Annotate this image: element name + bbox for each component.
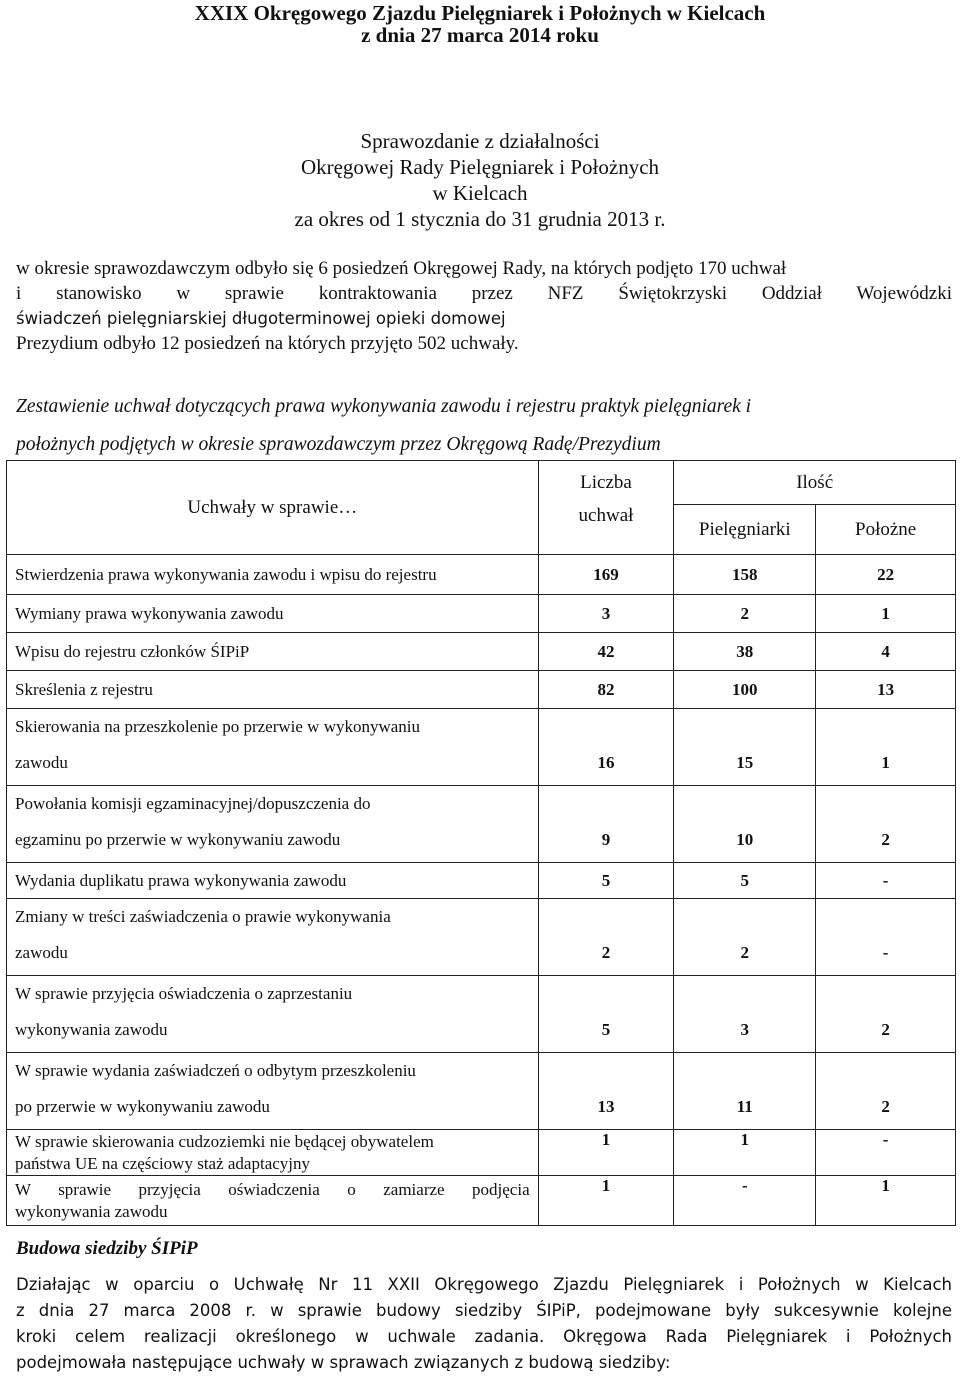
row-subject-line: Wpisu do rejestru członków ŚIPiP — [15, 641, 250, 661]
row-nurses-value: 3 — [740, 1020, 750, 1039]
table-row — [7, 555, 956, 595]
row-subject — [7, 899, 539, 976]
row-subject-line: po przerwie w wykonywaniu zawodu — [15, 1097, 270, 1116]
intro-line-4: Prezydium odbyło 12 posiedzeń na których przyjęto 502 uchwały. — [16, 333, 519, 354]
row-count: 169 — [538, 555, 674, 595]
row-subject-line: zawodu — [15, 753, 68, 772]
table-row — [7, 899, 956, 976]
row-subject-line: Wydania duplikatu prawa wykonywania zawodu — [15, 870, 347, 890]
row-count-value: 5 — [601, 1020, 611, 1039]
row-subject-line: wykonywania zawodu — [15, 1201, 168, 1221]
row-subject-line: Zmiany w treści zaświadczenia o prawie wykonywania — [15, 907, 391, 926]
row-nurses: 38 — [674, 633, 816, 671]
row-midwives — [816, 786, 956, 863]
row-nurses — [674, 976, 816, 1053]
row-subject — [7, 1053, 539, 1130]
table-row — [7, 671, 956, 709]
header-midwives: Położne — [816, 505, 956, 555]
row-nurses: 158 — [674, 555, 816, 595]
row-midwives: 1 — [816, 595, 956, 633]
row-nurses — [674, 1053, 816, 1130]
row-subject — [7, 786, 539, 863]
row-count — [538, 899, 674, 976]
row-midwives — [816, 709, 956, 786]
row-count: 3 — [538, 595, 674, 633]
header-subject: Uchwały w sprawie… — [7, 461, 539, 555]
row-nurses: 100 — [674, 671, 816, 709]
table-row — [7, 976, 956, 1053]
row-nurses-value: 10 — [736, 830, 754, 849]
row-count — [538, 976, 674, 1053]
row-subject-line: egzaminu po przerwie w wykonywaniu zawodu — [15, 830, 341, 849]
summary-heading — [16, 388, 952, 464]
table-row — [7, 1130, 956, 1176]
row-nurses-value: 15 — [736, 753, 754, 772]
row-subject — [7, 555, 539, 595]
row-midwives: 4 — [816, 633, 956, 671]
row-subject-line: W sprawie przyjęcia oświadczenia o zamiarze podjęcia — [15, 1179, 530, 1199]
row-count-value: 2 — [601, 943, 611, 962]
table-row — [7, 786, 956, 863]
intro-line-2: i stanowisko w sprawie kontraktowania przez NFZ Świętokrzyski Oddział Wojewódzki — [16, 283, 952, 304]
row-subject-line: Skierowania na przeszkolenie po przerwie w wykonywaniu — [15, 717, 421, 736]
row-count-value: 9 — [601, 830, 611, 849]
summary-line-2: położnych podjętych w okresie sprawozdawczym przez Okręgową Radę/Prezydium — [16, 434, 661, 455]
row-midwives: - — [816, 1130, 956, 1176]
row-count: 1 — [538, 1176, 674, 1226]
row-count: 5 — [538, 863, 674, 899]
row-nurses: 2 — [674, 595, 816, 633]
report-title-line-2: Okręgowej Rady Pielęgniarek i Położnych — [300, 155, 660, 179]
row-nurses: 1 — [674, 1130, 816, 1176]
row-midwives: - — [816, 863, 956, 899]
row-subject — [7, 595, 539, 633]
table-row — [7, 1053, 956, 1130]
congress-title: XXIX Okręgowego Zjazdu Pielęgniarek i Położnych w Kielcach — [194, 1, 766, 25]
row-subject — [7, 1130, 539, 1176]
row-nurses — [674, 786, 816, 863]
row-nurses-value: 2 — [740, 943, 750, 962]
row-midwives — [816, 899, 956, 976]
row-nurses — [674, 899, 816, 976]
row-subject-line: Stwierdzenia prawa wykonywania zawodu i wpisu do rejestru — [15, 564, 437, 584]
row-subject — [7, 633, 539, 671]
row-nurses: 5 — [674, 863, 816, 899]
row-subject — [7, 709, 539, 786]
row-midwives: 1 — [816, 1176, 956, 1226]
row-subject-line: państwa UE na częściowy staż adaptacyjny — [15, 1153, 311, 1173]
row-midwives: 22 — [816, 555, 956, 595]
building-line-3: kroki celem realizacji określonego w uchwale zadania. Okręgowa Rada Pielęgniarek i Położnych — [16, 1327, 952, 1346]
row-midwives-value: 1 — [881, 753, 890, 772]
row-subject-line: W sprawie przyjęcia oświadczenia o zaprzestaniu — [15, 984, 353, 1003]
congress-date: z dnia 27 marca 2014 roku — [361, 23, 599, 47]
row-subject — [7, 976, 539, 1053]
row-subject — [7, 1176, 539, 1226]
row-count: 1 — [538, 1130, 674, 1176]
row-count — [538, 709, 674, 786]
report-title-line-3: w Kielcach — [432, 181, 528, 205]
report-title — [0, 128, 960, 232]
row-nurses: - — [674, 1176, 816, 1226]
table-row — [7, 1176, 956, 1226]
row-subject-line: wykonywania zawodu — [15, 1020, 168, 1039]
row-count-value: 16 — [597, 753, 615, 772]
report-title-line-4: za okres od 1 stycznia do 31 grudnia 2013 r. — [294, 207, 666, 231]
row-count — [538, 786, 674, 863]
row-midwives-value: 2 — [881, 1020, 890, 1039]
row-midwives: 13 — [816, 671, 956, 709]
row-subject-line: W sprawie wydania zaświadczeń o odbytym przeszkoleniu — [15, 1061, 416, 1080]
building-line-2: z dnia 27 marca 2008 r. w sprawie budowy siedziby ŚIPiP, podejmowane były sukcesywnie kolejne — [16, 1301, 952, 1320]
row-subject-line: Powołania komisji egzaminacyjnej/dopuszczenia do — [15, 794, 371, 813]
building-line-1: Działając w oparciu o Uchwałę Nr 11 XXII Okręgowego Zjazdu Pielęgniarek i Położnych w Kielcach — [16, 1275, 952, 1294]
summary-line-1: Zestawienie uchwał dotyczących prawa wykonywania zawodu i rejestru praktyk pielęgniarek i — [16, 396, 752, 417]
row-subject-line: Wymiany prawa wykonywania zawodu — [15, 603, 284, 623]
row-count: 82 — [538, 671, 674, 709]
table-row — [7, 633, 956, 671]
row-nurses-value: 11 — [736, 1097, 753, 1116]
row-midwives-value: 2 — [881, 1097, 890, 1116]
table-row — [7, 863, 956, 899]
row-count-value: 13 — [597, 1097, 615, 1116]
table-row — [7, 595, 956, 633]
header-count-line-2: uchwał — [538, 505, 674, 555]
row-count: 42 — [538, 633, 674, 671]
report-title-line-1: Sprawozdanie z działalności — [360, 129, 600, 153]
building-section — [16, 1238, 952, 1376]
header-count-line-1: Liczba — [538, 461, 674, 505]
table-row — [7, 709, 956, 786]
header-quantity: Ilość — [674, 461, 956, 505]
row-subject-line: zawodu — [15, 943, 68, 962]
resolutions-table — [6, 460, 956, 1226]
building-heading: Budowa siedziby ŚIPiP — [16, 1238, 198, 1259]
row-midwives-value: 2 — [881, 830, 890, 849]
row-midwives — [816, 976, 956, 1053]
building-paragraph — [16, 1272, 952, 1376]
row-count — [538, 1053, 674, 1130]
building-line-4: podejmowała następujące uchwały w sprawach związanych z budową siedziby: — [16, 1353, 671, 1372]
intro-line-3: świadczeń pielęgniarskiej długoterminowej opieki domowej — [16, 309, 506, 328]
intro-paragraph — [16, 256, 952, 356]
row-subject-line: W sprawie skierowania cudzoziemki nie będącej obywatelem — [15, 1131, 434, 1151]
row-nurses — [674, 709, 816, 786]
row-subject — [7, 671, 539, 709]
intro-line-1: w okresie sprawozdawczym odbyło się 6 posiedzeń Okręgowej Rady, na których podjęto 170 uchwał — [16, 258, 787, 279]
row-midwives — [816, 1053, 956, 1130]
row-midwives-value: - — [882, 943, 889, 962]
row-subject — [7, 863, 539, 899]
row-subject-line: Skreślenia z rejestru — [15, 679, 153, 699]
header-nurses: Pielęgniarki — [674, 505, 816, 555]
